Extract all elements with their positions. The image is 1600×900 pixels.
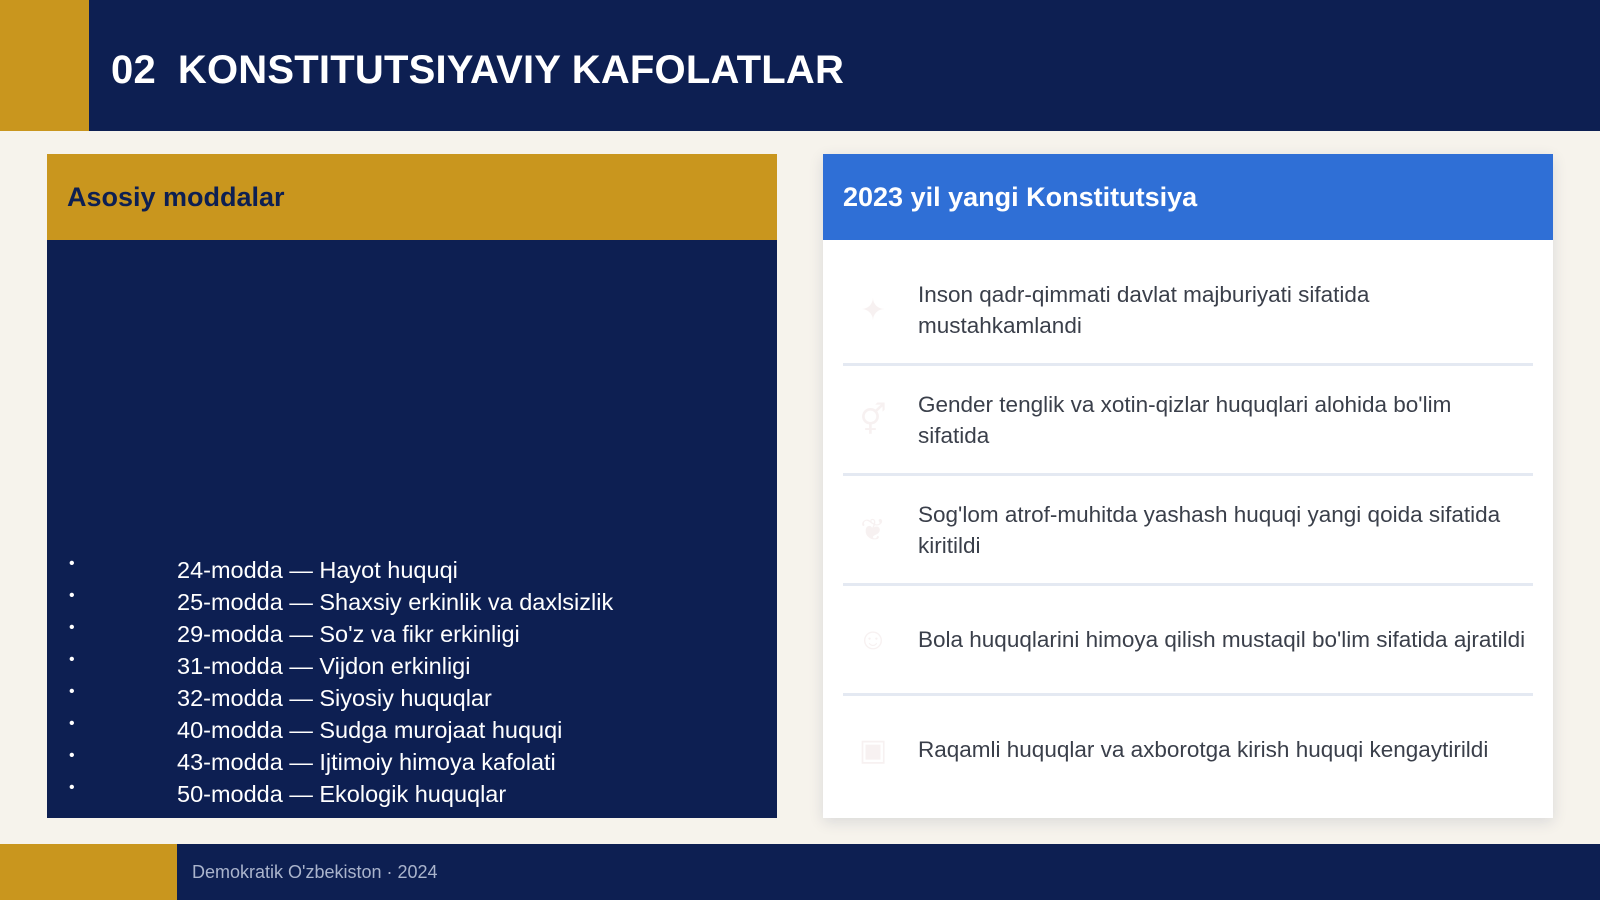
list-item [843,586,1533,696]
article-text: 31-modda — Vijdon erkinligi [177,652,471,679]
article-text: 29-modda — So'z va fikr erkinligi [177,620,520,647]
footer-text: Demokratik O'zbekiston · 2024 [192,861,438,882]
change-list [843,256,1533,806]
bullet-icon: • [69,747,75,764]
slide-footer [0,844,1600,900]
article-text: 43-modda — Ijtimoiy himoya kafolati [177,748,556,775]
list-item [69,778,759,810]
point-text: Raqamli huquqlar va axborotga kirish huquqi kengaytirildi [918,737,1489,762]
point-text: Bola huquqlarini himoya qilish mustaqil bo'lim sifatida ajratildi [918,627,1526,652]
new-constitution-header [823,154,1553,240]
bullet-icon: • [69,619,75,636]
dignity-icon: ✦ [860,293,886,327]
article-text: 50-modda — Ekologik huquqlar [177,780,507,807]
bullet-icon: • [69,683,75,700]
point-text: Inson qadr-qimmati davlat majburiyati sifatida mustahkamlandi [918,281,1370,338]
child-icon: ☺ [857,623,889,656]
list-item [843,366,1533,476]
list-item [69,586,759,618]
list-item [69,554,759,586]
list-item [843,476,1533,586]
article-list [69,554,759,810]
section-number: 02 [111,47,156,92]
main-articles-card [47,154,777,818]
new-constitution-card [823,154,1553,818]
bullet-icon: • [69,715,75,732]
list-item [843,696,1533,806]
main-articles-title: Asosiy moddalar [67,181,285,212]
new-constitution-title: 2023 yil yangi Konstitutsiya [843,181,1198,212]
bullet-icon: • [69,555,75,572]
section-title: KONSTITUTSIYAVIY KAFOLATLAR [177,47,845,92]
gender-icon: ⚥ [859,403,887,437]
bullet-icon: • [69,587,75,604]
list-item [843,256,1533,366]
point-text: Sog'lom atrof-muhitda yashash huquqi yangi qoida sifatida kiritildi [918,501,1501,558]
slide-title [111,42,844,98]
leaf-icon: ❦ [860,513,886,547]
article-text: 25-modda — Shaxsiy erkinlik va daxlsizlik [177,588,614,615]
list-item [69,714,759,746]
list-item [69,746,759,778]
header-accent-bar [0,0,89,131]
bullet-icon: • [69,779,75,796]
list-item [69,682,759,714]
article-text: 40-modda — Sudga murojaat huquqi [177,716,563,743]
bullet-icon: • [69,651,75,668]
article-text: 24-modda — Hayot huquqi [177,556,458,583]
footer-accent-bar [0,844,177,900]
article-text: 32-modda — Siyosiy huquqlar [177,684,492,711]
list-item [69,650,759,682]
digital-icon: ▣ [858,733,888,767]
point-text: Gender tenglik va xotin-qizlar huquqlari alohida bo'lim sifatida [918,391,1452,448]
main-articles-header [47,154,777,240]
slide-header [0,0,1600,131]
list-item [69,618,759,650]
